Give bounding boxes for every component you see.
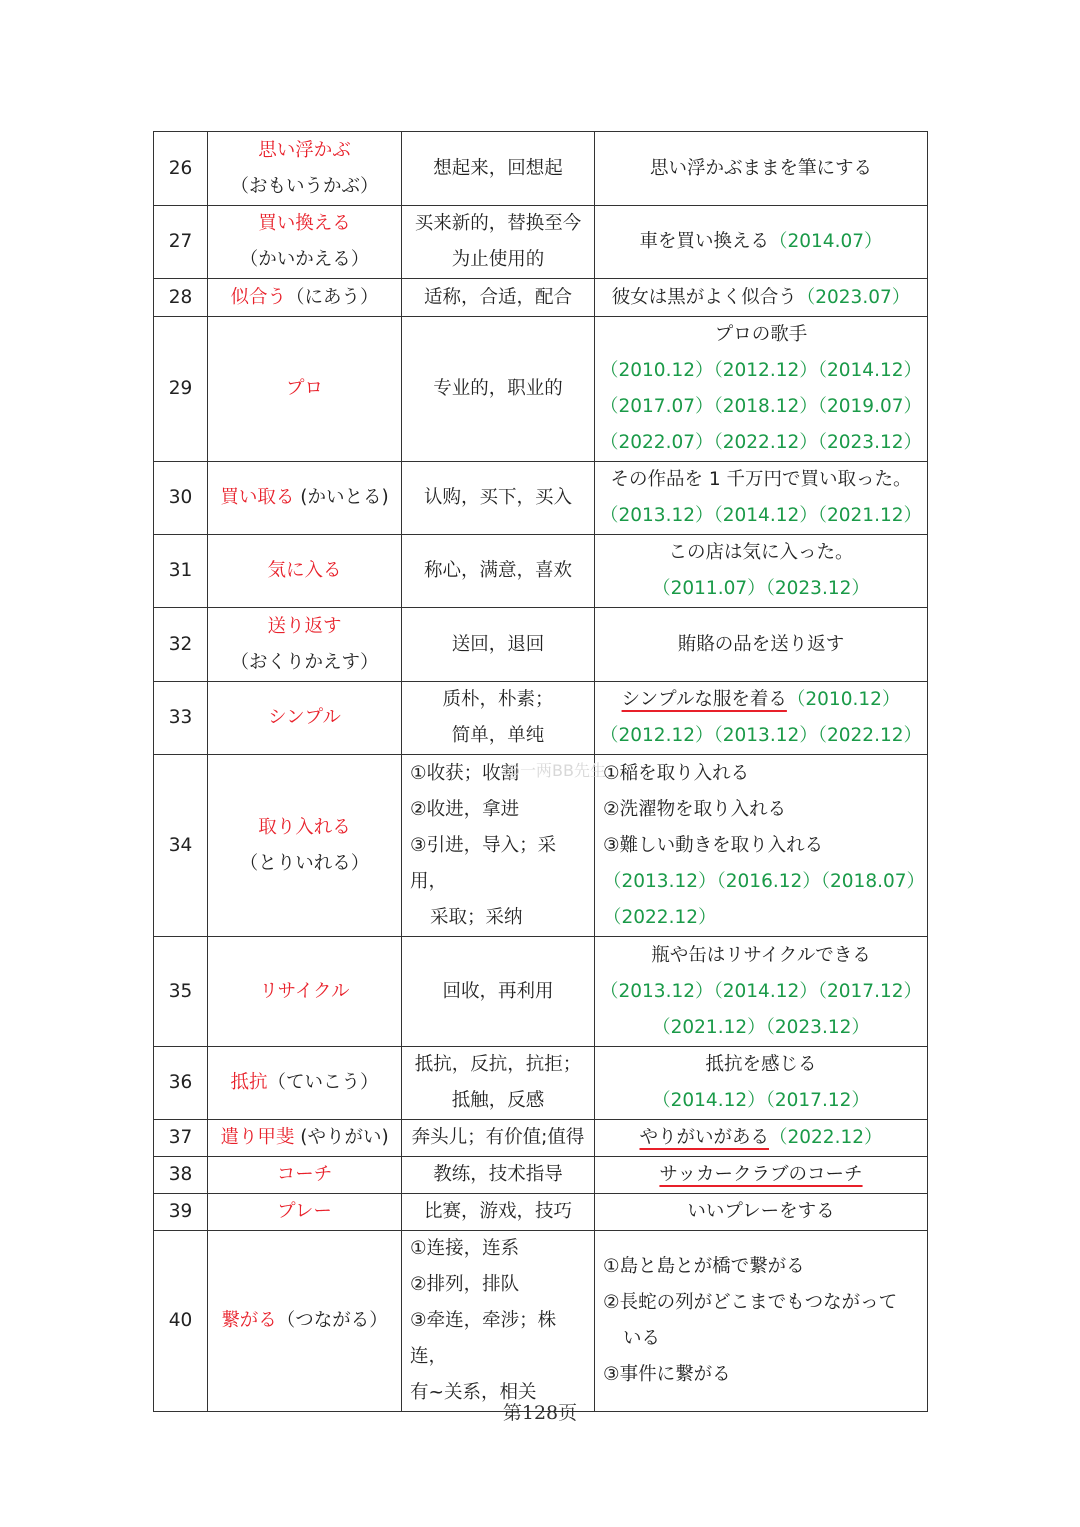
vocab-word: 送り返す （おくりかえす）	[208, 608, 402, 682]
table-row	[154, 206, 928, 279]
vocab-word: 買い換える （かいかえる）	[208, 206, 402, 279]
watermark: @一两BB先生	[504, 761, 606, 780]
meaning: 抵抗，反抗，抗拒； 抵触，反感	[402, 1047, 595, 1120]
meaning: 奔头儿；有价值;值得	[402, 1120, 595, 1157]
example: 瓶や缶はリサイクルできる （2013.12）（2014.12）（2017.12） （2021.12）（2023.12）	[595, 937, 928, 1047]
exam-dates: （2012.12）（2013.12）（2022.12）	[599, 725, 922, 746]
example: やりがいがある（2022.12）	[595, 1120, 928, 1157]
table-row	[154, 279, 928, 317]
example: ①稲を取り入れる ②洗濯物を取り入れる ③難しい動きを取り入れる （2013.12）（2016.12）（2018.07） （2022.12）	[595, 755, 928, 937]
example: 思い浮かぶままを筆にする	[595, 132, 928, 206]
example: 抵抗を感じる（2014.12）（2017.12）	[595, 1047, 928, 1120]
table-row	[154, 608, 928, 682]
row-number: 27	[154, 206, 208, 279]
exam-dates: （2013.12）（2016.12）（2018.07）	[603, 870, 926, 892]
meaning: 质朴，朴素； 简单，单纯	[402, 682, 595, 755]
example: その作品を 1 千万円で買い取った。 （2013.12）（2014.12）（2021.12）	[595, 462, 928, 535]
meaning: ①连接，连系 ②排列，排队 ③牵连，牵涉；株连， 有~关系，相关	[402, 1231, 595, 1412]
row-number: 36	[154, 1047, 208, 1120]
example: いいプレーをする	[595, 1194, 928, 1231]
vocab-word: シンプル	[208, 682, 402, 755]
table-row	[154, 1047, 928, 1120]
meaning: 想起来，回想起	[402, 132, 595, 206]
meaning: 比赛，游戏，技巧	[402, 1194, 595, 1231]
row-number: 29	[154, 317, 208, 462]
meaning: ①收获；收割 ②收进，拿进 ③引进，导入；采用， 采取；采纳	[402, 755, 595, 937]
row-number: 28	[154, 279, 208, 317]
example: シンプルな服を着る（2010.12） （2012.12）（2013.12）（2022.12）	[595, 682, 928, 755]
table-row	[154, 682, 928, 755]
vocab-word: 買い取る (かいとる)	[208, 462, 402, 535]
row-number: 32	[154, 608, 208, 682]
meaning: 专业的，职业的	[402, 317, 595, 462]
table-row	[154, 937, 928, 1047]
example: 彼女は黒がよく似合う（2023.07）	[595, 279, 928, 317]
table-row	[154, 462, 928, 535]
exam-dates: （2013.12）（2014.12）（2021.12）	[599, 505, 922, 526]
table-row	[154, 755, 928, 937]
row-number: 33	[154, 682, 208, 755]
row-number: 40	[154, 1231, 208, 1412]
vocab-word: リサイクル	[208, 937, 402, 1047]
meaning: 适称，合适，配合	[402, 279, 595, 317]
meaning: 教练，技术指导	[402, 1157, 595, 1194]
vocab-word: 遣り甲斐 (やりがい)	[208, 1120, 402, 1157]
row-number: 37	[154, 1120, 208, 1157]
row-number: 30	[154, 462, 208, 535]
table-row	[154, 132, 928, 206]
row-number: 26	[154, 132, 208, 206]
example: 車を買い換える（2014.07）	[595, 206, 928, 279]
meaning: 送回，退回	[402, 608, 595, 682]
example: ①島と島とが橋で繋がる ②長蛇の列がどこまでもつながって いる ③事件に繋がる	[595, 1231, 928, 1412]
vocab-word: 気に入る	[208, 535, 402, 608]
example: サッカークラブのコーチ	[595, 1157, 928, 1194]
row-number: 31	[154, 535, 208, 608]
meaning: 买来新的，替换至今 为止使用的	[402, 206, 595, 279]
example: この店は気に入った。 （2011.07）（2023.12）	[595, 535, 928, 608]
exam-dates: （2014.07）	[769, 231, 883, 252]
row-number: 38	[154, 1157, 208, 1194]
example: プロの歌手 （2010.12）（2012.12）（2014.12） （2017.07）（2018.12）（2019.07） （2022.07）（2022.12）（2023.12）	[595, 317, 928, 462]
page-number: 第128页	[502, 1402, 578, 1424]
exam-dates: （2021.12）（2023.12）	[652, 1016, 870, 1038]
vocab-word: プロ	[208, 317, 402, 462]
vocab-word: 取り入れる （とりいれる）	[208, 755, 402, 937]
row-number: 39	[154, 1194, 208, 1231]
exam-dates: （2010.12）	[786, 689, 901, 710]
vocab-word: 似合う（にあう）	[208, 279, 402, 317]
table-row	[154, 1157, 928, 1194]
exam-dates: （2011.07）（2023.12）	[652, 578, 870, 599]
vocab-word: プレー	[208, 1194, 402, 1231]
exam-dates: （2022.07）（2022.12）（2023.12）	[599, 432, 922, 453]
vocab-word: コーチ	[208, 1157, 402, 1194]
row-number: 35	[154, 937, 208, 1047]
meaning: 称心，满意，喜欢	[402, 535, 595, 608]
exam-dates: （2013.12）（2014.12）（2017.12）	[599, 980, 922, 1002]
table-row	[154, 317, 928, 462]
exam-dates: （2014.12）（2017.12）	[652, 1090, 870, 1111]
exam-dates: （2010.12）（2012.12）（2014.12）	[599, 360, 922, 381]
vocab-word: 思い浮かぶ （おもいうかぶ）	[208, 132, 402, 206]
vocab-word: 抵抗（ていこう）	[208, 1047, 402, 1120]
table-row	[154, 535, 928, 608]
exam-dates: （2022.12）	[603, 906, 717, 928]
example: 賄賂の品を送り返す	[595, 608, 928, 682]
meaning: 认购，买下，买入	[402, 462, 595, 535]
vocab-word: 繋がる（つながる）	[208, 1231, 402, 1412]
exam-dates: （2023.07）	[796, 286, 911, 308]
table-row	[154, 1231, 928, 1412]
exam-dates: （2022.12）	[769, 1127, 883, 1148]
meaning: 回收，再利用	[402, 937, 595, 1047]
exam-dates: （2017.07）（2018.12）（2019.07）	[599, 396, 922, 417]
table-row	[154, 1120, 928, 1157]
table-row	[154, 1194, 928, 1231]
row-number: 34	[154, 755, 208, 937]
